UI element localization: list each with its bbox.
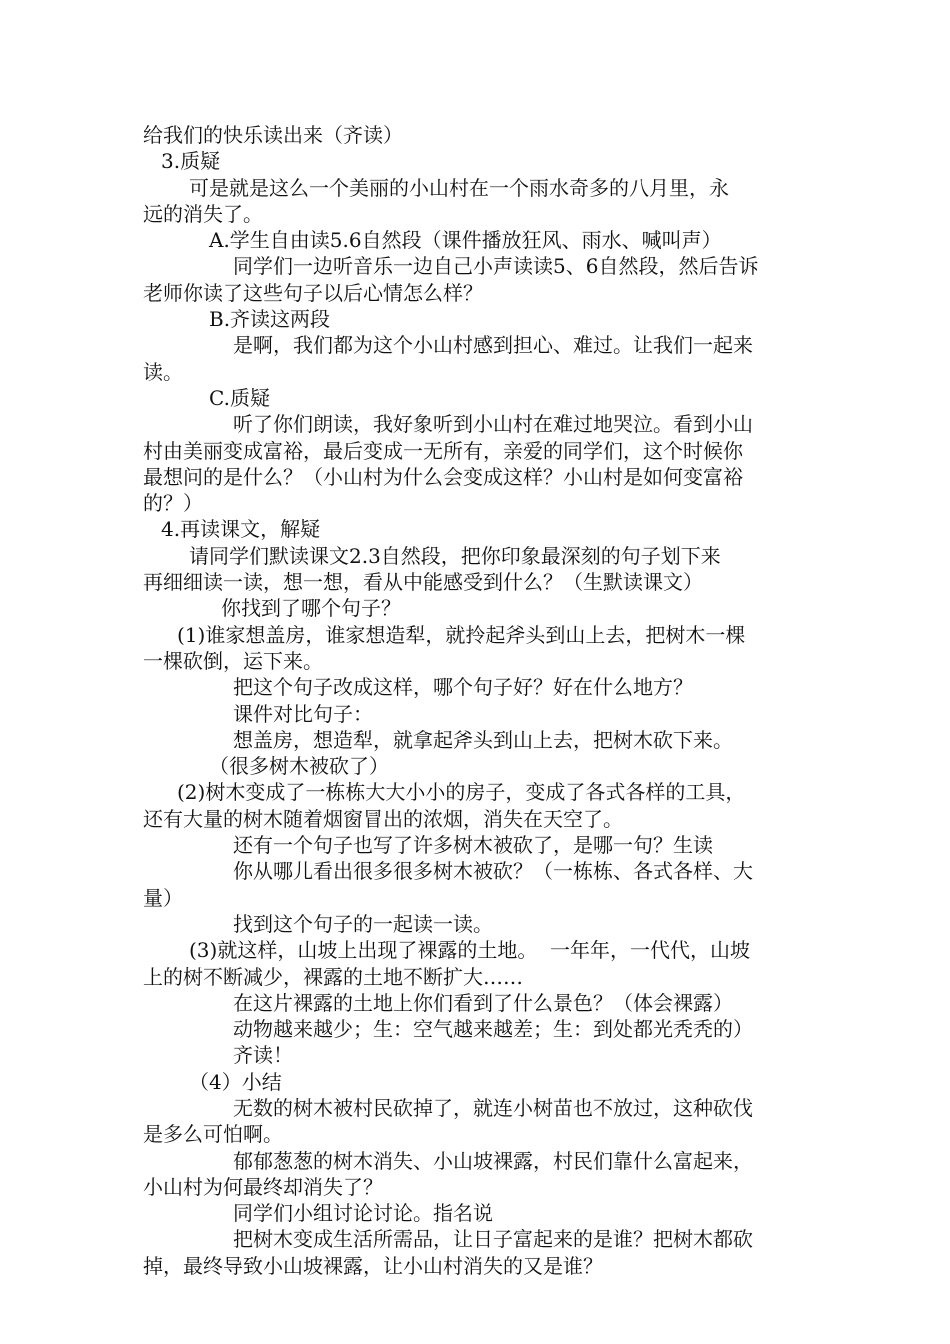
- text-line: 一棵砍倒，运下来。: [143, 648, 323, 673]
- text-line: A.学生自由读5.6自然段（课件播放狂风、雨水、喊叫声）: [209, 228, 722, 253]
- text-line: 可是就是这么一个美丽的小山村在一个雨水奇多的八月里，永: [189, 175, 729, 200]
- text-line: 还有一个句子也写了许多树木被砍了，是哪一句？生读: [233, 833, 713, 858]
- text-line: 动物越来越少；生：空气越来越差；生：到处都光秃秃的）: [233, 1017, 753, 1042]
- text-line: 读。: [143, 359, 183, 384]
- section-heading: 4.再读课文，解疑: [161, 517, 321, 542]
- text-line: 的？）: [143, 491, 203, 516]
- text-line: 找到这个句子的一起读一读。: [233, 911, 493, 936]
- lesson-plan-text: [143, 122, 823, 1279]
- text-line: 无数的树木被村民砍掉了，就连小树苗也不放过，这种砍伐: [233, 1095, 753, 1120]
- text-line: 课件对比句子：: [233, 701, 373, 726]
- text-line: (2)树木变成了一栋栋大大小小的房子，变成了各式各样的工具，: [177, 780, 746, 805]
- text-line: (3)就这样，山坡上出现了裸露的土地。 一年年，一代代，山坡: [189, 938, 751, 963]
- text-line: 老师你读了这些句子以后心情怎么样？: [143, 280, 483, 305]
- text-line: 你从哪儿看出很多很多树木被砍？（一栋栋、各式各样、大: [233, 859, 753, 884]
- text-line: 是啊，我们都为这个小山村感到担心、难过。让我们一起来: [233, 333, 753, 358]
- text-line: 还有大量的树木随着烟窗冒出的浓烟，消失在天空了。: [143, 806, 623, 831]
- text-line: 请同学们默读课文2.3自然段，把你印象最深刻的句子划下来: [189, 543, 721, 568]
- section-heading: （4）小结: [189, 1069, 282, 1094]
- text-line: 村由美丽变成富裕，最后变成一无所有，亲爱的同学们，这个时候你: [143, 438, 743, 463]
- text-line: 小山村为何最终却消失了？: [143, 1174, 383, 1199]
- text-line: 再细细读一读，想一想，看从中能感受到什么？（生默读课文）: [143, 570, 703, 595]
- section-heading: 3.质疑: [161, 149, 221, 174]
- text-line: 在这片裸露的土地上你们看到了什么景色？（体会裸露）: [233, 990, 733, 1015]
- text-line: 郁郁葱葱的树木消失、小山坡裸露，村民们靠什么富起来，: [233, 1148, 753, 1173]
- text-line: 上的树不断减少，裸露的土地不断扩大……: [143, 964, 523, 989]
- text-line: 齐读！: [233, 1043, 293, 1068]
- text-line: (1)谁家想盖房，谁家想造犁，就拎起斧头到山上去，把树木一棵: [177, 622, 746, 647]
- text-line: B.齐读这两段: [209, 307, 331, 332]
- text-line: 你找到了哪个句子？: [221, 596, 401, 621]
- text-line: C.质疑: [209, 385, 270, 410]
- text-line: （很多树木被砍了）: [209, 754, 389, 779]
- text-line: 远的消失了。: [143, 201, 263, 226]
- text-line: 同学们一边听音乐一边自己小声读读5、6自然段，然后告诉: [233, 254, 759, 279]
- text-line: 把树木变成生活所需品，让日子富起来的是谁？把树木都砍: [233, 1227, 753, 1252]
- text-line: 想盖房，想造犁，就拿起斧头到山上去，把树木砍下来。: [233, 727, 733, 752]
- text-line: 把这个句子改成这样，哪个句子好？好在什么地方？: [233, 675, 693, 700]
- text-line: 量）: [143, 885, 183, 910]
- text-line: 最想问的是什么？（小山村为什么会变成这样？小山村是如何变富裕: [143, 464, 743, 489]
- text-line: 掉，最终导致小山坡裸露，让小山村消失的又是谁？: [143, 1253, 603, 1278]
- text-line: 给我们的快乐读出来（齐读）: [143, 123, 403, 147]
- text-line: 同学们小组讨论讨论。指名说: [233, 1201, 493, 1226]
- text-line: 是多么可怕啊。: [143, 1122, 283, 1147]
- text-line: 听了你们朗读，我好象听到小山村在难过地哭泣。看到小山: [233, 412, 753, 437]
